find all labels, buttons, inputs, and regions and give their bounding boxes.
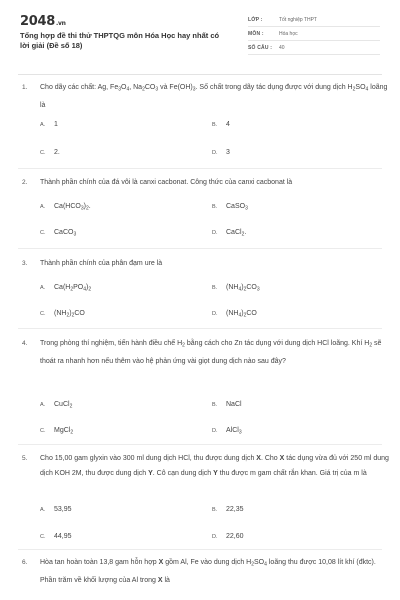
option-key: D.: [212, 150, 218, 156]
option-value: 22,35: [226, 506, 244, 513]
meta-label: LỚP :: [248, 16, 263, 23]
question-divider: [18, 328, 382, 329]
option-value: AlCl$_3$: [226, 427, 242, 436]
answer-option[interactable]: [40, 532, 72, 542]
logo-suffix: .vn: [55, 20, 66, 27]
question-divider: [18, 549, 382, 550]
meta-label: SỐ CÂU :: [248, 44, 273, 51]
option-value: CaSO$_3$: [226, 203, 248, 212]
option-key: B.: [212, 285, 218, 291]
option-value: 44,95: [54, 533, 72, 540]
meta-value: 40: [279, 44, 285, 51]
header-divider: [18, 74, 382, 75]
option-value: CaCl$_2$.: [226, 229, 247, 238]
option-value: CaCO$_3$: [54, 229, 77, 238]
option-key: C.: [40, 230, 46, 236]
option-key: C.: [40, 311, 46, 317]
question-number: 1.: [22, 84, 28, 91]
answer-option[interactable]: [40, 120, 58, 130]
option-key: C.: [40, 534, 46, 540]
meta-row-class: [248, 13, 380, 27]
answer-option[interactable]: [40, 426, 73, 438]
option-key: A.: [40, 204, 46, 210]
option-value: $(NH_2)_2CO$: [54, 310, 85, 319]
option-key: A.: [40, 122, 46, 128]
option-value: 22,60: [226, 533, 244, 540]
question-divider: [18, 444, 382, 445]
question-text: Thành phần chính của đá vôi là canxi cacbonat. Công thức của canxi cacbonat là: [40, 179, 293, 186]
question-text: Trong phòng thí nghiệm, tiến hành điều chế $H_2$ bằng cách cho Zn tác dụng với dung dịch HCl loãng. Khí $H_2$ sẽ thoát ra nhanh hơn nếu thêm vào hệ phản ứng vài giọt dung dịch nào sau đây?: [40, 340, 382, 365]
option-value: 3: [226, 149, 230, 156]
option-value: MgCl$_2$: [54, 427, 74, 436]
question-divider: [18, 168, 382, 169]
option-value: $Ca(HCO_3)_2$.: [54, 203, 91, 212]
answer-option[interactable]: [40, 309, 85, 321]
answer-option[interactable]: [212, 309, 257, 321]
option-key: B.: [212, 204, 218, 210]
meta-value: Hóa học: [279, 30, 298, 37]
option-key: D.: [212, 311, 218, 317]
option-key: C.: [40, 150, 46, 156]
answer-option[interactable]: [212, 400, 242, 410]
option-key: A.: [40, 402, 46, 408]
option-value: 53,95: [54, 506, 72, 513]
option-key: D.: [212, 428, 218, 434]
option-key: D.: [212, 230, 218, 236]
exam-meta-table: [248, 13, 380, 55]
question-number: 4.: [22, 340, 28, 347]
answer-option[interactable]: [40, 228, 76, 240]
option-key: A.: [40, 507, 46, 513]
answer-option[interactable]: [212, 532, 244, 542]
option-value: $(NH_4)_2CO_3$: [226, 284, 260, 293]
question-number: 6.: [22, 559, 28, 566]
option-key: B.: [212, 507, 218, 513]
answer-option[interactable]: [212, 426, 242, 438]
answer-option[interactable]: [212, 228, 246, 240]
option-value: 2.: [54, 149, 60, 156]
question-divider: [18, 248, 382, 249]
question-number: 5.: [22, 455, 28, 462]
page-title: Tổng hợp đề thi thử THPTQG môn Hóa Học hay nhất có lời giải (Đề số 18): [20, 31, 220, 50]
option-value: NaCl: [226, 401, 242, 408]
meta-value: Tốt nghiệp THPT: [279, 16, 317, 23]
option-key: A.: [40, 285, 46, 291]
question-number: 3.: [22, 260, 28, 267]
answer-option[interactable]: [212, 505, 244, 515]
option-key: B.: [212, 122, 218, 128]
answer-option[interactable]: [40, 400, 72, 412]
meta-row-count: [248, 41, 380, 55]
site-logo[interactable]: [20, 14, 66, 29]
option-value: 4: [226, 121, 230, 128]
question-text: Cho 15,00 gam glyxin vào 300 ml dung dịch HCl, thu được dung dịch X. Cho X tác dụng vừa đủ với 250 ml dung dịch KOH 2M, thu được dung dịch Y. Cô cạn dung dịch Y thu được m gam chất rắn khan. Giá trị của m là: [40, 455, 389, 477]
option-key: D.: [212, 534, 218, 540]
question-number: 2.: [22, 179, 28, 186]
answer-option[interactable]: [40, 505, 72, 515]
answer-option[interactable]: [212, 148, 230, 158]
option-value: $(NH_4)_2CO$: [226, 310, 257, 319]
answer-option[interactable]: [212, 120, 230, 130]
meta-label: MÔN :: [248, 30, 264, 37]
answer-option[interactable]: [40, 148, 60, 158]
option-value: $Ca(H_2PO_4)_2$: [54, 284, 92, 293]
option-value: CuCl$_2$: [54, 401, 73, 410]
option-key: C.: [40, 428, 46, 434]
question-text: Hòa tan hoàn toàn 13,8 gam hỗn hợp X gồm Al, Fe vào dung dịch $H_2SO_4$ loãng thu được 10,08 lít khí (đktc). Phần trăm về khối lượng của Al trong X là: [40, 559, 376, 584]
option-value: 1: [54, 121, 58, 128]
answer-option[interactable]: [40, 202, 91, 214]
logo-text: 2048: [20, 14, 55, 29]
page-header: [0, 0, 400, 74]
answer-option[interactable]: [40, 283, 91, 295]
answer-option[interactable]: [212, 202, 248, 214]
question-text: Cho dãy các chất: Ag, $Fe_3O_4$, $Na_2CO_3$ và $Fe(OH)_3$. Số chất trong dãy tác dụng được với dung dịch $H_2SO_4$ loãng là: [40, 84, 388, 109]
question-text: Thành phần chính của phân đạm ure là: [40, 260, 163, 267]
answer-option[interactable]: [212, 283, 260, 295]
meta-row-subject: [248, 27, 380, 41]
option-key: B.: [212, 402, 218, 408]
